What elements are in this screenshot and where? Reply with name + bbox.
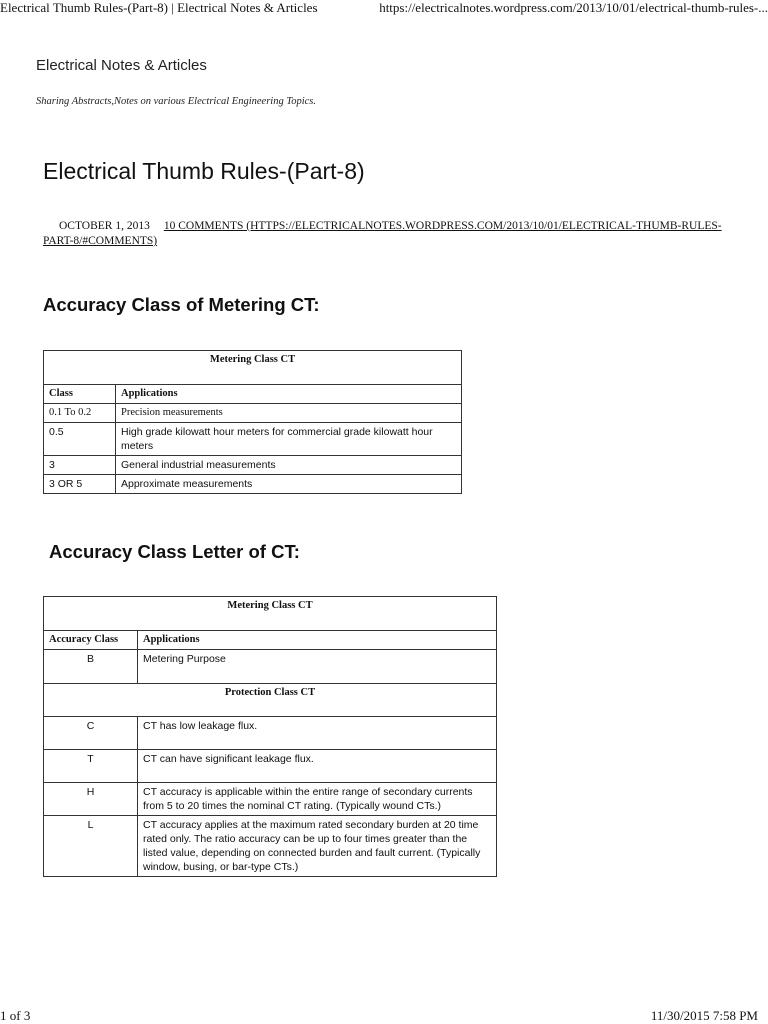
table-caption: Metering Class CT [44,351,462,385]
site-tagline: Sharing Abstracts,Notes on various Electrical Engineering Topics. [36,96,316,107]
column-header-accuracy-class: Accuracy Class [44,631,138,650]
table-caption-metering: Metering Class CT [44,597,497,631]
table-cell: L [44,816,138,877]
table-row [44,456,462,475]
table-cell: High grade kilowatt hour meters for commercial grade kilowatt hour meters [116,423,462,456]
comments-link[interactable]: 10 COMMENTS (HTTPS://ELECTRICALNOTES.WORDPRESS.COM/2013/10/01/ELECTRICAL-THUMB-RULES-PART-8/#COMMENTS) [43,220,722,247]
table-caption-protection: Protection Class CT [44,684,497,717]
print-header-title: Electrical Thumb Rules-(Part-8) | Electrical Notes & Articles [0,0,318,15]
table-cell: 3 [44,456,116,475]
table-cell: CT accuracy applies at the maximum rated secondary burden at 20 time rated only. The ratio accuracy can be up to four times greater than the listed value, depending on connected burden and fault current. (Typically window, busing, or bar-type CTs.) [138,816,497,877]
table-cell: 0.1 To 0.2 [44,404,116,423]
table-row [44,783,497,816]
table-cell: Approximate measurements [116,475,462,494]
table-cell: C [44,717,138,750]
post-meta [43,219,723,249]
column-header-class: Class [44,385,116,404]
column-header-applications: Applications [138,631,497,650]
table-row [44,404,462,423]
table-row [44,423,462,456]
accuracy-class-letter-table [43,596,497,877]
post-date: OCTOBER 1, 2013 [59,220,150,232]
print-timestamp: 11/30/2015 7:58 PM [650,1008,758,1023]
table-cell: 0.5 [44,423,116,456]
table-cell: B [44,650,138,684]
post-title: Electrical Thumb Rules-(Part-8) [43,158,365,184]
table-cell: CT has low leakage flux. [138,717,497,750]
table-cell: Precision measurements [116,404,462,423]
table-cell: CT accuracy is applicable within the entire range of secondary currents from 5 to 20 times the nominal CT rating. (Typically wound CTs.) [138,783,497,816]
table-row [44,750,497,783]
table-row [44,475,462,494]
table-cell: CT can have significant leakage flux. [138,750,497,783]
table-cell: H [44,783,138,816]
table-row [44,717,497,750]
table-cell: Metering Purpose [138,650,497,684]
column-header-applications: Applications [116,385,462,404]
print-header-url: https://electricalnotes.wordpress.com/2013/10/01/electrical-thumb-rules-... [379,0,768,15]
section-heading-class-letter: Accuracy Class Letter of CT: [49,541,300,562]
table-row [44,816,497,877]
site-title[interactable]: Electrical Notes & Articles [36,57,207,74]
table-cell: 3 OR 5 [44,475,116,494]
table-row [44,650,497,684]
table-cell: T [44,750,138,783]
table-cell: General industrial measurements [116,456,462,475]
section-heading-metering-ct: Accuracy Class of Metering CT: [43,294,320,315]
metering-class-table [43,350,462,494]
print-page-number: 1 of 3 [0,1008,31,1023]
